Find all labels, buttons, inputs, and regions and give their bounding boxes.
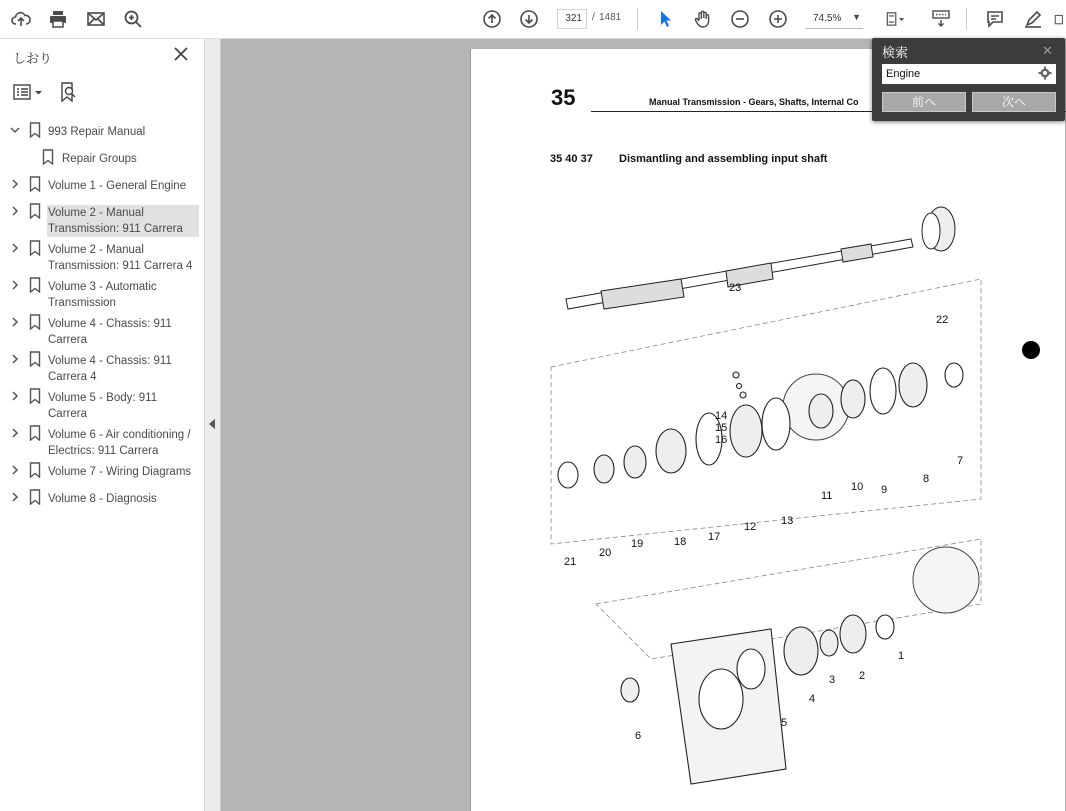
bookmark-icon <box>29 176 41 192</box>
part-label-14: 14 <box>715 410 728 422</box>
bookmark-label: Volume 6 - Air conditioning / Electrics: 911 Carrera <box>48 429 191 457</box>
part-label-22: 22 <box>936 314 949 326</box>
find-bookmark-icon[interactable] <box>58 81 80 103</box>
part-label-3: 3 <box>829 674 836 686</box>
find-input[interactable] <box>882 64 1056 84</box>
part-label-1: 1 <box>898 650 905 662</box>
bookmark-icon <box>29 388 41 404</box>
bookmark-icon <box>29 462 41 478</box>
page-number-input[interactable]: 321 <box>557 9 587 29</box>
chevron-right-icon[interactable] <box>9 316 21 328</box>
bookmark-icon <box>42 149 54 165</box>
detail-circle-lower <box>913 547 979 613</box>
close-icon[interactable] <box>172 45 190 63</box>
panel-splitter[interactable] <box>205 39 221 811</box>
gear-icon[interactable] <box>1038 66 1052 80</box>
bookmark-label: Volume 4 - Chassis: 911 Carrera <box>48 318 172 346</box>
zoom-out-icon[interactable] <box>728 7 752 31</box>
scroll-mode-icon[interactable] <box>929 7 953 31</box>
part-label-13: 13 <box>781 515 794 527</box>
options-menu-icon[interactable] <box>12 82 46 102</box>
bookmark-icon <box>29 425 41 441</box>
prev-page-icon[interactable] <box>480 7 504 31</box>
bookmark-label: Volume 3 - Automatic Transmission <box>48 281 157 309</box>
section-title: Dismantling and assembling input shaft <box>619 153 828 165</box>
part-label-9: 9 <box>881 484 888 496</box>
bookmark-icon <box>29 277 41 293</box>
chevron-right-icon[interactable] <box>9 279 21 291</box>
bookmark-label: Volume 4 - Chassis: 911 Carrera 4 <box>48 355 172 383</box>
pdf-page <box>470 49 1065 811</box>
zoom-in-icon[interactable] <box>766 7 790 31</box>
part-label-23: 23 <box>729 282 742 294</box>
mail-icon[interactable] <box>84 7 108 31</box>
bookmark-icon <box>29 122 41 138</box>
part-label-18: 18 <box>674 536 687 548</box>
close-icon[interactable]: ✕ <box>1042 43 1053 58</box>
chevron-right-icon[interactable] <box>9 178 21 190</box>
toolbar-divider <box>637 8 638 30</box>
zoom-level-select[interactable] <box>805 9 863 29</box>
find-next-button[interactable]: 次へ <box>972 92 1056 112</box>
part-label-7: 7 <box>957 455 964 467</box>
bookmark-icon <box>29 240 41 256</box>
page-chapter-number: 35 <box>551 85 576 110</box>
part-label-20: 20 <box>599 547 612 559</box>
edit-icon[interactable] <box>1054 7 1066 31</box>
chevron-right-icon[interactable] <box>9 205 21 217</box>
search-icon[interactable] <box>121 7 145 31</box>
part-label-11: 11 <box>821 490 833 502</box>
part-label-10: 10 <box>851 481 864 493</box>
print-icon[interactable] <box>46 7 70 31</box>
hand-tool-icon[interactable] <box>691 7 715 31</box>
bookmark-label: Volume 8 - Diagnosis <box>48 493 157 505</box>
part-label-6: 6 <box>635 730 642 742</box>
section-code: 35 40 37 <box>550 153 593 165</box>
page-fit-icon[interactable] <box>880 7 910 31</box>
bookmark-label: Volume 7 - Wiring Diagrams <box>48 466 192 478</box>
bookmark-label: Volume 2 - Manual Transmission: 911 Carrera <box>47 205 199 237</box>
chevron-right-icon[interactable] <box>9 390 21 402</box>
bookmarks-panel <box>0 39 205 811</box>
cloud-upload-icon[interactable] <box>9 7 33 31</box>
bookmark-label: Volume 5 - Body: 911 Carrera <box>48 392 158 420</box>
comment-icon[interactable] <box>983 7 1007 31</box>
part-label-17: 17 <box>708 531 721 543</box>
bearing-housing <box>621 615 894 784</box>
panel-title: しおり <box>13 51 53 66</box>
collapse-arrow-icon[interactable] <box>209 419 215 429</box>
next-page-icon[interactable] <box>517 7 541 31</box>
bookmark-icon <box>29 489 41 505</box>
chevron-right-icon[interactable] <box>9 427 21 439</box>
main-toolbar <box>0 0 1066 39</box>
zoom-level-value: 74.5% <box>813 13 842 24</box>
bookmark-label: 993 Repair Manual <box>48 126 146 138</box>
bookmark-icon <box>29 203 41 219</box>
pen-icon[interactable] <box>1021 7 1045 31</box>
find-popup <box>872 38 1065 121</box>
chevron-right-icon[interactable] <box>9 242 21 254</box>
bookmark-icon <box>29 314 41 330</box>
exploded-parts-diagram <box>531 199 1066 811</box>
toolbar-divider <box>966 8 967 30</box>
chevron-right-icon[interactable] <box>9 491 21 503</box>
chevron-down-icon[interactable] <box>9 124 21 136</box>
chevron-down-icon: ▼ <box>852 12 861 22</box>
find-title: 検索 <box>882 45 909 60</box>
page-header-text: Manual Transmission - Gears, Shafts, Internal Co <box>649 97 859 107</box>
page-total: 1481 <box>599 12 622 23</box>
cursor-dot <box>1022 341 1040 359</box>
part-label-15: 15 <box>715 422 728 434</box>
part-label-2: 2 <box>859 670 866 682</box>
part-label-12: 12 <box>744 521 757 533</box>
chevron-right-icon[interactable] <box>9 464 21 476</box>
bookmark-label: Volume 2 - Manual Transmission: 911 Carrera 4 <box>48 244 193 272</box>
part-label-8: 8 <box>923 473 930 485</box>
gear-stack <box>558 363 963 488</box>
part-label-21: 21 <box>564 556 577 568</box>
page-separator: / <box>592 12 595 23</box>
bookmark-label: Repair Groups <box>62 153 137 165</box>
part-label-16: 16 <box>715 434 728 446</box>
diagram-planes <box>551 279 981 659</box>
bookmark-icon <box>29 351 41 367</box>
select-cursor-icon[interactable] <box>653 7 677 31</box>
chevron-right-icon[interactable] <box>9 353 21 365</box>
bookmark-label: Volume 1 - General Engine <box>48 180 187 192</box>
part-23-input-shaft <box>566 239 913 309</box>
find-previous-button[interactable]: 前へ <box>882 92 966 112</box>
part-label-4: 4 <box>809 693 816 705</box>
part-label-19: 19 <box>631 538 644 550</box>
part-label-5: 5 <box>781 717 788 729</box>
part-22-gear <box>922 207 955 251</box>
